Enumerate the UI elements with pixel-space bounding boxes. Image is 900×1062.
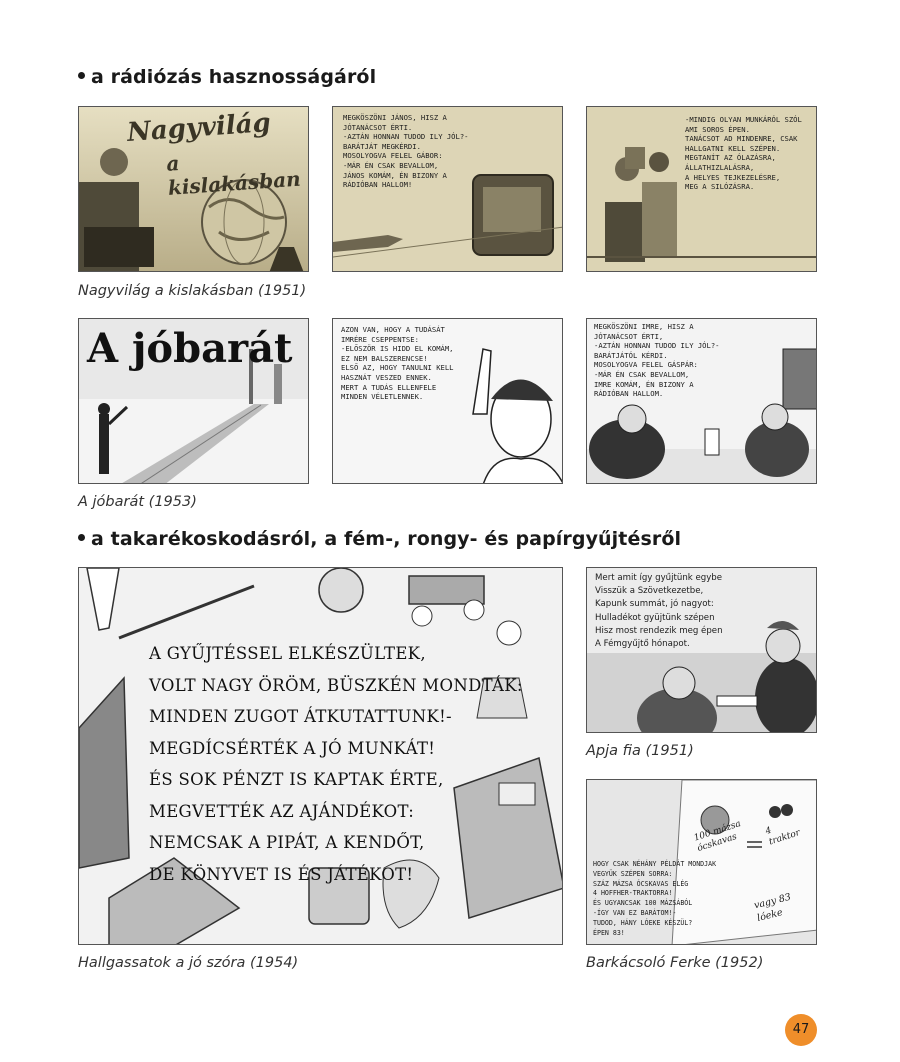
section-heading-saving: a takarékoskodásról, a fém-, rongy- és papírgyűjtésről [78, 528, 681, 550]
film-still-jobarat-table [586, 318, 817, 484]
dialogue-text-advice: AZON VAN, HOGY A TUDÁSÁT IMRÉRE CSEPPENTSE: -ELŐSZÖR IS HIDD EL KOMÁM, EZ NEM BALSZERENCSE! ELSŐ AZ, HOGY TANULNI KELL HASZNÁT VESZED ENNEK. MERT A TUDÁS ELLENFELE MINDEN VÉLETLENNEK. [341, 325, 454, 402]
film-still-nagyvilag-title [78, 106, 309, 272]
handwritten-note-loeke: vagy 83 lóeke [752, 891, 793, 925]
film-still-jobarat-advice [332, 318, 563, 484]
title-art-kislakasban: a kislakásban [165, 151, 302, 200]
film-still-nagyvilag-radio [332, 106, 563, 272]
bullet-icon [78, 72, 85, 79]
page-number-badge: 47 [785, 1014, 817, 1046]
bullet-icon [78, 534, 85, 541]
film-still-apja-fia [586, 567, 817, 733]
caption-apja: Apja fia (1951) [586, 743, 694, 759]
caption-nagyvilag: Nagyvilág a kislakásban (1951) [78, 283, 307, 299]
dialogue-text-table: MEGKÖSZÖNI IMRE, HISZ A JÓTANÁCSOT ÉRTI, -AZTÁN HONNAN TUDOD ILY JÓL?- BARÁTJÁTÓL KÉRDI. MOSOLYOGVA FELEL GÁSPÁR: -MÁR ÉN CSAK BEVALLOM, IMRE KOMÁM, ÉN BIZONY A RÁDIÓBAN HALLOM. [594, 322, 720, 399]
dialogue-text-radio: MEGKÖSZÖNI JÁNOS, HISZ A JÓTANÁCSOT ÉRTI. -AZTÁN HONNAN TUDOD ILY JÓL?- BARÁTJÁT MEGKÉRDI. MOSOLYOGVA FELEL GÁBOR: -MÁR ÉN CSAK BEVALLOM, JÁNOS KOMÁM, ÉN BIZONY A RÁDIÓBAN HALLOM! [343, 113, 469, 190]
verse-text-collection: A GYŰJTÉSSEL ELKÉSZÜLTEK, VOLT NAGY ÖRÖM, BÜSZKÉN MONDTÁK: MINDEN ZUGOT ÁTKUTATTUNK!- MEGDÍCSÉRTÉK A JÓ MUNKÁT! ÉS SOK PÉNZT IS KAPTAK ÉRTE, MEGVETTÉK AZ AJÁNDÉKOT: NEMCSAK A PIPÁT, A KENDŐT, DE KÖNYVET IS ÉS JÁTÉKOT! [149, 644, 523, 884]
film-still-nagyvilag-farm [586, 106, 817, 272]
caption-jobarat: A jóbarát (1953) [78, 494, 197, 510]
handwritten-note-mazsa: 100 mázsa ócskavas [692, 819, 743, 855]
dialogue-text-apja: Mert amit így gyűjtünk egybe Visszük a Szövetkezetbe, Kapunk summát, jó nagyot: Hulladékot gyüjtünk szépen Hisz most rendezik meg épen A Fémgyűjtő hónapot. [595, 573, 723, 650]
caption-barkacsolo: Barkácsoló Ferke (1952) [586, 955, 764, 971]
title-art-nagyvilag: Nagyvilág [126, 108, 272, 148]
dialogue-text-farm: -MINDIG OLYAN MUNKÁRÓL SZÓL AMI SOROS ÉPEN. TANÁCSOT AD MINDENRE, CSAK HALLGATNI KELL SZÉPEN. MEGTANÍT AZ ÓLAZÁSRA, ÁLLATHIZLALÁSRA, A HELYES TEJKEZELÉSRE, MEG A SILÓZÁSRA. [685, 115, 802, 192]
film-still-hallgassatok [78, 567, 563, 945]
film-still-jobarat-title [78, 318, 309, 484]
dialogue-text-barkacsolo: HOGY CSAK NÉHÁNY PÉLDÁT MONDJAK VEGYÜK SZÉPEN SORRA: SZÁZ MÁZSA ÓCSKAVAS ELÉG 4 HOFFHER-TRAKTORRA! ÉS UGYANCSAK 100 MÁZSÁBÓL -ÍGY VAN EZ BARÁTOM!- TUDOD, HÁNY LÓEKE KÉSZÜL? ÉPEN 83! [593, 860, 717, 937]
section-heading-radio: a rádiózás hasznosságáról [78, 66, 376, 88]
title-art-jobarat: A jóbarát [87, 325, 293, 372]
film-still-barkacsolo [586, 779, 817, 945]
caption-hallgassatok: Hallgassatok a jó szóra (1954) [78, 955, 299, 971]
handwritten-note-traktor: 4 traktor [764, 825, 802, 848]
